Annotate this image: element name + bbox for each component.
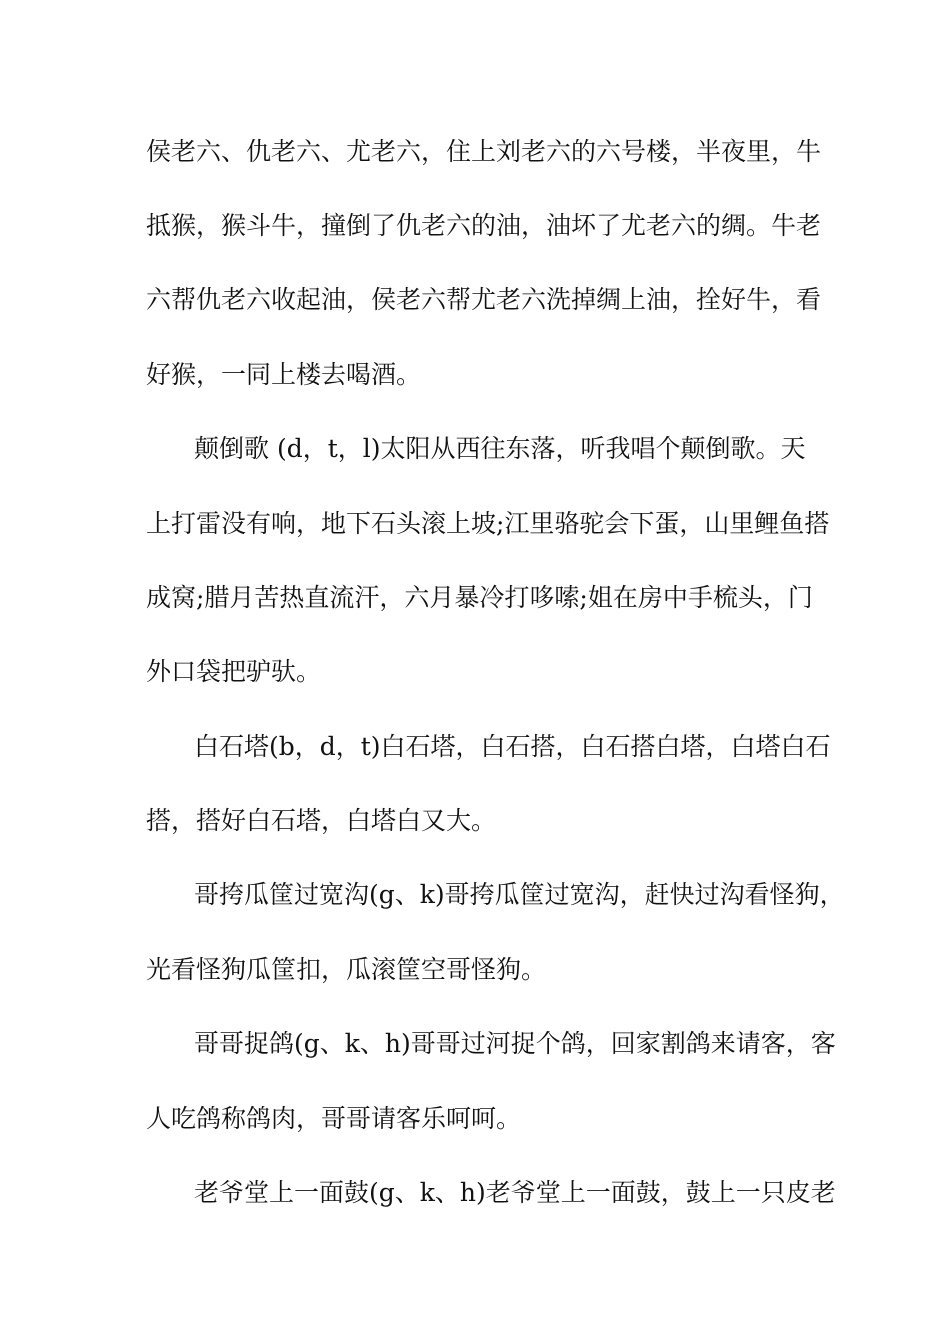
text-line: 颠倒歌 (d，t，l)太阳从西往东落，听我唱个颠倒歌。天: [194, 434, 806, 463]
text-line: 老爷堂上一面鼓(g、k、h)老爷堂上一面鼓，鼓上一只皮老: [194, 1178, 836, 1207]
text-line: 搭，搭好白石塔，白塔白又大。: [146, 806, 497, 835]
text-line: 白石塔(b，d，t)白石塔，白石搭，白石搭白塔，白塔白石: [194, 732, 831, 761]
text-line: 外口袋把驴驮。: [146, 657, 322, 686]
text-line: 哥哥捉鸽(g、k、h)哥哥过河捉个鸽，回家割鸽来请客，客: [194, 1029, 836, 1058]
text-line: 六帮仇老六收起油，侯老六帮尤老六洗掉绸上油，拴好牛，看: [146, 285, 822, 314]
text-line: 好猴，一同上楼去喝酒。: [146, 360, 422, 389]
text-line: 抵猴，猴斗牛，撞倒了仇老六的油，油坏了尤老六的绸。牛老: [146, 211, 822, 240]
text-line: 成窝;腊月苦热直流汗，六月暴冷打哆嗦;姐在房中手梳头，门: [146, 583, 813, 612]
text-line: 哥挎瓜筐过宽沟(g、k)哥挎瓜筐过宽沟，赶快过沟看怪狗，: [194, 880, 845, 909]
text-line: 光看怪狗瓜筐扣，瓜滚筐空哥怪狗。: [146, 955, 547, 984]
text-line: 侯老六、仇老六、尤老六，住上刘老六的六号楼，半夜里，牛: [146, 137, 822, 166]
text-line: 人吃鸽称鸽肉，哥哥请客乐呵呵。: [146, 1104, 522, 1133]
text-line: 上打雷没有响，地下石头滚上坡;江里骆驼会下蛋，山里鲤鱼搭: [146, 509, 830, 538]
